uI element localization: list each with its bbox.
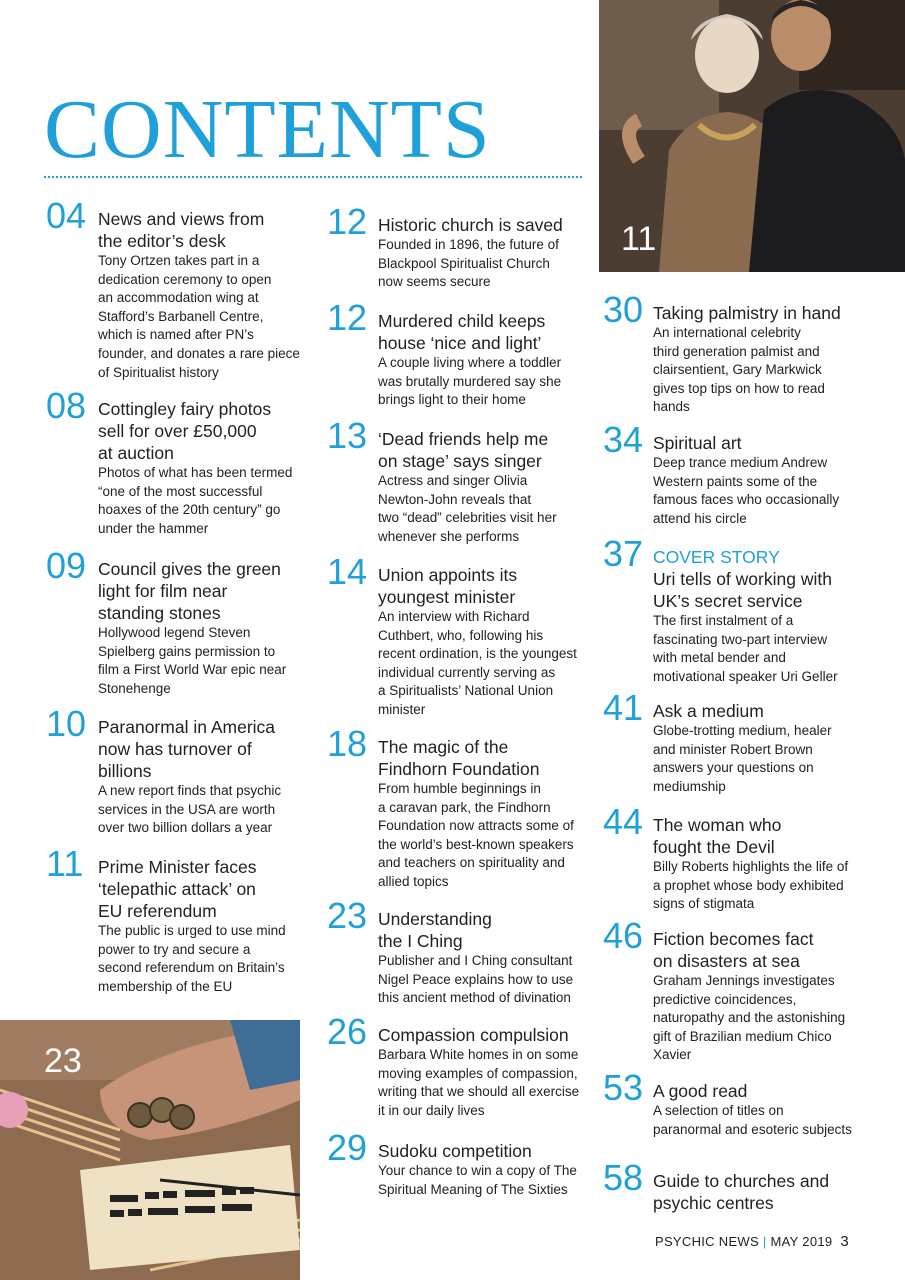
photo-cover-story [599, 0, 905, 272]
entry-description: second referendum on Britain’s [98, 960, 285, 976]
entry-headline: at auction [98, 443, 174, 463]
page-number-label: 23 [327, 895, 368, 936]
entry-description: was brutally murdered say she [378, 373, 562, 389]
entry-description: whenever she performs [378, 528, 520, 544]
entry-description: over two billion dollars a year [98, 820, 273, 836]
entry-text [653, 1080, 852, 1139]
entry-description: predictive coincidences, [653, 991, 797, 1007]
entry-description: which is named after PN’s [98, 327, 254, 343]
entry-text [653, 432, 839, 528]
entry-headline: on stage’ says singer [378, 451, 542, 471]
page-title: CONTENTS [44, 83, 491, 176]
entry-description: a prophet whose body exhibited [653, 877, 844, 893]
entry-description: The public is urged to use mind [98, 923, 286, 938]
entry-headline: Spiritual art [653, 433, 742, 453]
publication-name: PSYCHIC NEWS [654, 1234, 759, 1249]
entry-description: The first instalment of a [653, 613, 794, 628]
entry-description: membership of the EU [98, 978, 233, 994]
entry-description: An interview with Richard [378, 609, 530, 624]
entry-headline: Taking palmistry in hand [653, 303, 841, 323]
entry-description: Actress and singer Olivia [378, 473, 528, 488]
entry-description: Founded in 1896, the future of [378, 237, 559, 252]
entry-description: now seems secure [378, 274, 491, 290]
entry-description: Cuthbert, who, following his [378, 627, 544, 643]
entry-headline: house ‘nice and light’ [378, 333, 542, 353]
page-number-label: 11 [46, 843, 84, 884]
entry-description: An international celebrity [653, 325, 801, 340]
entry-text [378, 908, 573, 1008]
page-number-label: 12 [327, 201, 368, 242]
photo-page-number: 11 [621, 220, 657, 258]
entry-description: writing that we should all exercise [378, 1084, 580, 1100]
entry-description: gift of Brazilian medium Chico [653, 1028, 832, 1044]
entry-headline: Historic church is saved [378, 215, 563, 235]
entry-description: individual currently serving as [378, 664, 556, 680]
page-number-label: 10 [46, 703, 87, 744]
entry-description: a Spiritualists’ National Union [378, 683, 554, 699]
page-number-label: 29 [327, 1127, 368, 1168]
entry-description: attend his circle [653, 510, 747, 526]
entry-text [378, 214, 563, 292]
page-number-label: 26 [327, 1011, 368, 1052]
page-number-label: 46 [603, 915, 644, 956]
page-number-label: 08 [46, 385, 87, 426]
entry-text [98, 716, 281, 838]
entry-description: Graham Jennings investigates [653, 973, 835, 988]
entry-description: Spielberg gains permission to [98, 643, 276, 659]
entry-headline: Prime Minister faces [98, 857, 257, 877]
issue-date: MAY 2019 [770, 1234, 833, 1249]
entry-description: founder, and donates a rare piece [98, 345, 300, 361]
entry-description: this ancient method of divination [378, 990, 571, 1006]
entry-text [98, 558, 286, 698]
entry-description: Foundation now attracts some of [378, 818, 574, 834]
entry-text [653, 928, 845, 1065]
entry-headline: Uri tells of working with [653, 569, 832, 589]
entry-text [378, 564, 577, 720]
entry-headline: Cottingley fairy photos [98, 399, 272, 419]
entry-description: A selection of titles on [653, 1103, 784, 1118]
entry-description: clairsentient, Gary Markwick [653, 362, 822, 378]
photo-page-number: 23 [44, 1042, 82, 1080]
entry-headline: Paranormal in America [98, 717, 276, 737]
entry-text [653, 302, 841, 417]
entry-description: dedication ceremony to open [98, 271, 272, 287]
entry-text [378, 1140, 577, 1199]
entry-description: Blackpool Spiritualist Church [378, 255, 550, 271]
title-divider [44, 176, 582, 178]
entry-headline: psychic centres [653, 1193, 774, 1213]
entry-description: Billy Roberts highlights the life of [653, 859, 849, 874]
entry-description: Tony Ortzen takes part in a [98, 253, 260, 268]
entry-description: services in the USA are worth [98, 801, 276, 817]
page-number-label: 58 [603, 1157, 644, 1198]
entry-description: “one of the most successful [98, 483, 263, 499]
entry-description: Barbara White homes in on some [378, 1047, 579, 1062]
entry-headline: ‘Dead friends help me [378, 429, 549, 449]
entry-headline: now has turnover of [98, 739, 252, 759]
entry-description: signs of stigmata [653, 896, 755, 912]
entry-description: naturopathy and the astonishing [653, 1010, 846, 1026]
entry-description: and minister Robert Brown [653, 741, 813, 757]
entry-headline: The woman who [653, 815, 782, 835]
entry-headline: EU referendum [98, 901, 217, 921]
entry-description: Publisher and I Ching consultant [378, 953, 573, 968]
entry-headline: Findhorn Foundation [378, 759, 540, 779]
entry-headline: Sudoku competition [378, 1141, 532, 1161]
entry-description: gives top tips on how to read [653, 380, 825, 396]
entry-headline: Union appoints its [378, 565, 518, 585]
entry-description: famous faces who occasionally [653, 492, 840, 508]
entry-description: Stonehenge [98, 680, 171, 696]
entry-headline: fought the Devil [653, 837, 775, 857]
entry-description: two “dead” celebrities visit her [378, 510, 557, 526]
entry-headline: Fiction becomes fact [653, 929, 814, 949]
entry-description: it in our daily lives [378, 1102, 485, 1118]
entry-description: motivational speaker Uri Geller [653, 668, 838, 684]
entry-text [378, 1024, 579, 1120]
page-number-label: 44 [603, 801, 644, 842]
entry-description: Spiritual Meaning of The Sixties [378, 1181, 568, 1197]
entry-description: Stafford’s Barbanell Centre, [98, 308, 264, 324]
entry-description: film a First World War epic near [98, 662, 287, 678]
entry-headline: Murdered child keeps [378, 311, 546, 331]
entry-description: brings light to their home [378, 392, 526, 408]
entry-description: the world’s best-known speakers [378, 836, 574, 852]
entry-description: Hollywood legend Steven [98, 625, 251, 640]
entry-description: recent ordination, is the youngest [378, 646, 577, 662]
entry-text [98, 208, 300, 382]
entry-description: moving examples of compassion, [378, 1065, 578, 1081]
page-number-label: 53 [603, 1067, 644, 1108]
page-footer [655, 1233, 849, 1250]
entry-description: answers your questions on [653, 760, 814, 776]
entry-description: Newton-John reveals that [378, 491, 532, 507]
page-number-label: 30 [603, 289, 644, 330]
entry-text [653, 546, 838, 686]
entry-description: Xavier [653, 1047, 692, 1063]
entry-description: under the hammer [98, 520, 209, 536]
page-number: 3 [840, 1233, 849, 1250]
entry-description: and teachers on spirituality and [378, 855, 565, 871]
page-number-label: 37 [603, 533, 644, 574]
entry-headline: standing stones [98, 603, 221, 623]
entry-description: third generation palmist and [653, 343, 820, 359]
entry-headline: the editor’s desk [98, 231, 226, 251]
entry-description: Globe-trotting medium, healer [653, 723, 832, 738]
entry-headline: light for film near [98, 581, 228, 601]
entry-description: an accommodation wing at [98, 290, 259, 306]
entry-text [98, 398, 292, 538]
entry-headline: UK’s secret service [653, 591, 803, 611]
entry-text [98, 856, 286, 996]
entry-headline: News and views from [98, 209, 265, 229]
entry-text [378, 428, 557, 546]
page-number-label: 14 [327, 551, 368, 592]
entry-headline: Guide to churches and [653, 1171, 830, 1191]
entry-description: hands [653, 399, 690, 415]
entry-headline: Compassion compulsion [378, 1025, 569, 1045]
entry-description: A couple living where a toddler [378, 355, 562, 370]
entry-text [653, 700, 832, 796]
entry-description: Your chance to win a copy of The [378, 1163, 577, 1178]
entry-description: a caravan park, the Findhorn [378, 799, 551, 815]
page-number-label: 13 [327, 415, 368, 456]
entry-description: minister [378, 701, 426, 717]
page-number-label: 18 [327, 723, 368, 764]
entry-headline: Council gives the green [98, 559, 281, 579]
entry-headline: sell for over £50,000 [98, 421, 257, 441]
entry-description: Photos of what has been termed [98, 465, 293, 480]
entry-headline: The magic of the [378, 737, 509, 757]
entry-headline: on disasters at sea [653, 951, 800, 971]
entry-headline: youngest minister [378, 587, 516, 607]
page-number-label: 12 [327, 297, 368, 338]
entry-text [378, 736, 574, 892]
entry-description: Deep trance medium Andrew [653, 455, 828, 470]
entry-headline: A good read [653, 1081, 748, 1101]
entry-description: Nigel Peace explains how to use [378, 971, 574, 987]
entry-description: with metal bender and [653, 650, 786, 666]
entry-description: power to try and secure a [98, 941, 251, 957]
entry-text [378, 310, 561, 410]
entry-headline: ‘telepathic attack’ on [98, 879, 256, 899]
entry-text [653, 1170, 829, 1214]
entry-headline: billions [98, 761, 152, 781]
entry-description: mediumship [653, 778, 726, 794]
entry-description: allied topics [378, 873, 449, 889]
entry-description: From humble beginnings in [378, 781, 541, 796]
footer-separator: | [762, 1234, 767, 1249]
entry-description: fascinating two-part interview [653, 631, 828, 647]
page-number-label: 41 [603, 687, 644, 728]
entry-headline: the I Ching [378, 931, 463, 951]
page-number-label: 09 [46, 545, 87, 586]
entry-description: Western paints some of the [653, 473, 818, 489]
entry-description: paranormal and esoteric subjects [653, 1121, 852, 1137]
entry-headline: Ask a medium [653, 701, 764, 721]
entry-text [653, 814, 848, 914]
entry-description: hoaxes of the 20th century” go [98, 502, 281, 518]
entry-description: A new report finds that psychic [98, 783, 282, 798]
entry-description: of Spiritualist history [98, 364, 219, 380]
photo-i-ching [0, 1020, 300, 1280]
cover-story-label: COVER STORY [653, 547, 780, 567]
page-number-label: 04 [46, 195, 87, 236]
page-number-label: 34 [603, 419, 644, 460]
entry-headline: Understanding [378, 909, 492, 929]
